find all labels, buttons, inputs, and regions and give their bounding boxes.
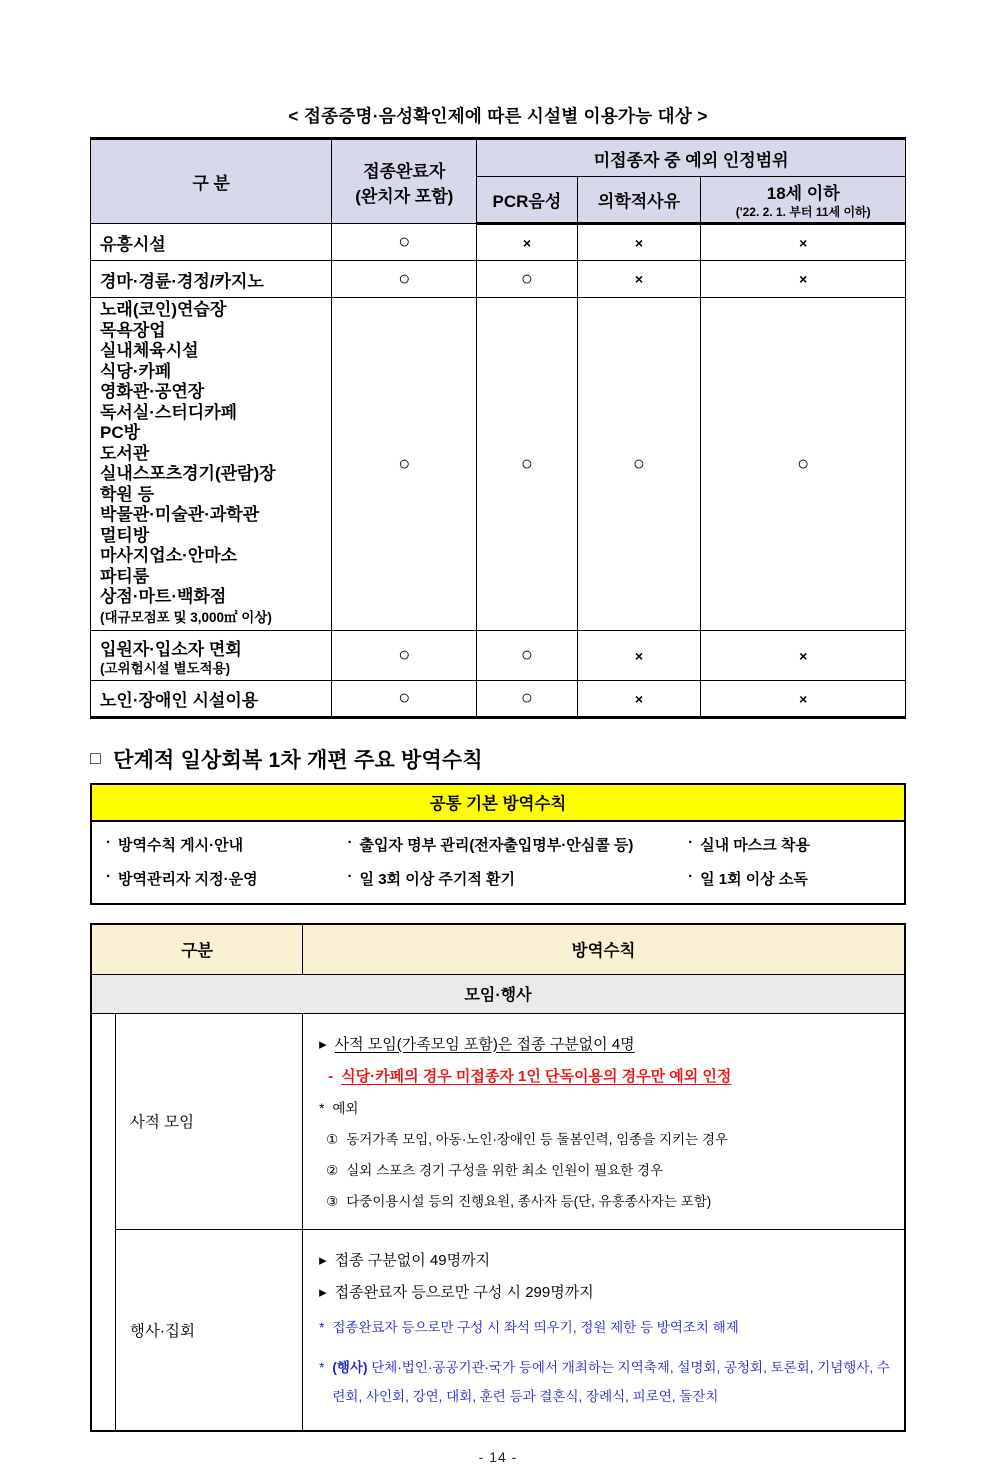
facility-item: 실내스포츠경기(관람)장 — [100, 464, 276, 483]
availability-mark: × — [577, 224, 701, 261]
rule-line-exception — [319, 1159, 896, 1179]
facility-access-table — [90, 137, 906, 719]
availability-mark: ○ — [332, 261, 477, 298]
facility-item: 영화관·공연장 — [100, 382, 205, 401]
document-page — [90, 0, 906, 1465]
facility-item: 학원 등 — [100, 484, 154, 504]
rules-header-row — [91, 924, 905, 974]
table-row-entertainment — [91, 224, 906, 261]
header-vaccinated-main: 접종완료자 — [363, 161, 446, 181]
rule-line — [319, 1033, 896, 1054]
facility-item: 박물관·미술관·과학관 — [100, 505, 260, 524]
availability-mark: ○ — [332, 681, 477, 718]
page-number: - 14 - — [478, 1448, 518, 1465]
common-rule-text: 방역관리자 지정·운영 — [118, 871, 258, 888]
common-rules-header: 공통 기본 방역수칙 — [92, 785, 904, 822]
page-title: < 접종증명·음성확인제에 따른 시설별 이용가능 대상 > — [288, 106, 708, 126]
dot-bullet-icon: · — [347, 868, 353, 885]
rule-text: 식당·카페의 경우 미접종자 1인 단독이용의 경우만 예외 인정 — [341, 1067, 732, 1085]
row-label: 노인·장애인 시설이용 — [91, 681, 332, 718]
circled-number-icon: ② — [326, 1162, 339, 1178]
section-heading — [90, 744, 906, 774]
common-rules-table — [90, 783, 906, 905]
dot-bullet-icon: · — [347, 834, 353, 851]
rules-header-rules: 방역수칙 — [303, 924, 905, 974]
rules-row-content — [303, 1229, 905, 1431]
facility-item: 실내체육시설 — [100, 341, 199, 360]
rule-text: 접종 구분없이 49명까지 — [334, 1251, 491, 1269]
common-rule-item — [348, 834, 689, 855]
common-rule-item — [106, 834, 348, 855]
facility-item: 식당·카페 — [100, 361, 172, 381]
common-rule-text: 방역수칙 게시·안내 — [118, 837, 244, 854]
availability-mark: × — [577, 631, 701, 681]
facility-item: 독서실·스터디카페 — [100, 402, 238, 422]
rule-text — [332, 1353, 896, 1411]
square-bullet-icon: □ — [90, 747, 102, 768]
availability-mark: ○ — [477, 631, 577, 681]
common-rule-text: 실내 마스크 착용 — [700, 837, 810, 854]
row-label — [91, 631, 332, 681]
rule-line-emphasis — [319, 1065, 896, 1086]
availability-mark: × — [701, 224, 906, 261]
facility-item: 마사지업소·안마소 — [100, 546, 238, 565]
availability-mark: ○ — [477, 261, 577, 298]
common-rules-body — [92, 822, 904, 903]
header-exception-group: 미접종자 중 예외 인정범위 — [477, 139, 906, 177]
circled-number-icon: ① — [326, 1131, 339, 1147]
rules-row-private-gathering — [91, 1013, 905, 1229]
facility-item-note: (대규모점포 및 3,000㎡ 이상) — [100, 609, 272, 625]
rule-text: 접종완료자 등으로만 구성 시 좌석 띄우기, 정원 제한 등 방역조치 해제 — [332, 1319, 739, 1335]
rules-row-label: 사적 모임 — [115, 1013, 302, 1229]
rule-line-note-blue — [319, 1313, 896, 1342]
facility-item: 상점·마트·백화점 — [100, 587, 227, 606]
triangle-bullet-icon: ▸ — [319, 1251, 327, 1269]
availability-mark: ○ — [701, 298, 906, 631]
common-rule-item — [688, 868, 898, 889]
triangle-bullet-icon: ▸ — [319, 1035, 327, 1053]
facility-item: 목욕장업 — [100, 320, 166, 340]
availability-mark: × — [701, 681, 906, 718]
table-row-senior-disabled — [91, 681, 906, 718]
facility-item: PC방 — [100, 423, 141, 442]
common-rule-text: 일 1회 이상 소독 — [700, 871, 808, 888]
table-row-casino — [91, 261, 906, 298]
rule-text-body: 단체·법인·공공기관·국가 등에서 개최하는 지역축제, 설명회, 공청회, 토론회, 기념행사, 수련회, 사인회, 강연, 대회, 훈련 등과 결혼식, 장례식, 피로연, 돌잔치 — [332, 1359, 890, 1404]
header-category: 구 분 — [91, 139, 332, 224]
row-label-list — [91, 298, 332, 631]
common-rule-text: 출입자 명부 관리(전자출입명부·안심콜 등) — [359, 837, 634, 854]
availability-mark: × — [477, 224, 577, 261]
common-rule-text: 일 3회 이상 주기적 환기 — [359, 871, 515, 888]
rule-text: 실외 스포츠 경기 구성을 위한 최소 인원이 필요한 경우 — [346, 1162, 664, 1178]
rules-row-content — [303, 1013, 905, 1229]
rules-row-events — [91, 1229, 905, 1431]
availability-mark: ○ — [477, 681, 577, 718]
section-heading-text: 단계적 일상회복 1차 개편 주요 방역수칙 — [113, 749, 483, 772]
rule-text-prefix: (행사) — [332, 1359, 368, 1375]
availability-mark: × — [701, 631, 906, 681]
asterisk-bullet-icon: * — [319, 1100, 325, 1116]
rules-section-label: 모임·행사 — [91, 974, 905, 1013]
quarantine-rules-table — [90, 923, 906, 1432]
rule-line-note-blue — [319, 1353, 896, 1411]
rules-section-row — [91, 974, 905, 1013]
rule-line-note — [319, 1097, 896, 1117]
header-vaccinated-sub: (완치자 포함) — [355, 186, 454, 206]
spacer-cell — [91, 1013, 115, 1431]
facility-item: 도서관 — [100, 443, 150, 463]
availability-mark: ○ — [332, 298, 477, 631]
rule-line-exception — [319, 1190, 896, 1210]
table-row-visitation — [91, 631, 906, 681]
facility-item: 멀티방 — [100, 525, 150, 545]
row-label-main: 입원자·입소자 면회 — [100, 639, 242, 659]
rules-row-label: 행사·집회 — [115, 1229, 302, 1431]
row-label-note: (고위험시설 별도적용) — [100, 660, 231, 676]
rule-line — [319, 1281, 896, 1302]
triangle-bullet-icon: ▸ — [319, 1283, 327, 1301]
availability-mark: × — [577, 261, 701, 298]
availability-mark: ○ — [577, 298, 701, 631]
availability-mark: × — [577, 681, 701, 718]
dot-bullet-icon: · — [688, 868, 694, 885]
rule-text: 동거가족 모임, 아동·노인·장애인 등 돌봄인력, 임종을 지키는 경우 — [346, 1131, 729, 1147]
dot-bullet-icon: · — [688, 834, 694, 851]
header-under18-main: 18세 이하 — [766, 184, 840, 203]
availability-mark: × — [701, 261, 906, 298]
dot-bullet-icon: · — [106, 834, 111, 851]
asterisk-bullet-icon: * — [319, 1319, 325, 1335]
header-vaccinated — [332, 139, 477, 224]
header-under18-sub: ('22. 2. 1. 부터 11세 이하) — [735, 205, 871, 219]
header-under18 — [701, 177, 906, 224]
rule-line — [319, 1249, 896, 1270]
rule-line-exception — [319, 1128, 896, 1148]
header-pcr: PCR음성 — [477, 177, 577, 224]
availability-mark: ○ — [332, 224, 477, 261]
facility-item: 파티룸 — [100, 566, 150, 586]
row-label: 유흥시설 — [91, 224, 332, 261]
availability-mark: ○ — [332, 631, 477, 681]
rules-header-category: 구분 — [91, 924, 303, 974]
rule-text: 사적 모임(가족모임 포함)은 접종 구분없이 4명 — [334, 1035, 635, 1053]
common-rule-item — [688, 834, 898, 855]
header-medical: 의학적사유 — [577, 177, 701, 224]
dot-bullet-icon: · — [106, 868, 111, 885]
row-label: 경마·경륜·경정/카지노 — [91, 261, 332, 298]
facility-item: 노래(코인)연습장 — [100, 300, 227, 319]
rule-text: 예외 — [332, 1100, 359, 1116]
circled-number-icon: ③ — [326, 1193, 339, 1209]
availability-mark: ○ — [477, 298, 577, 631]
table-row-general-facilities — [91, 298, 906, 631]
rule-text: 접종완료자 등으로만 구성 시 299명까지 — [334, 1283, 594, 1301]
dash-bullet-icon: - — [328, 1067, 334, 1085]
rule-text: 다중이용시설 등의 진행요원, 종사자 등(단, 유흥종사자는 포함) — [346, 1193, 712, 1209]
asterisk-bullet-icon: * — [319, 1359, 325, 1375]
facility-header-row-1 — [91, 139, 906, 177]
common-rule-item — [106, 868, 348, 889]
common-rule-item — [348, 868, 689, 889]
